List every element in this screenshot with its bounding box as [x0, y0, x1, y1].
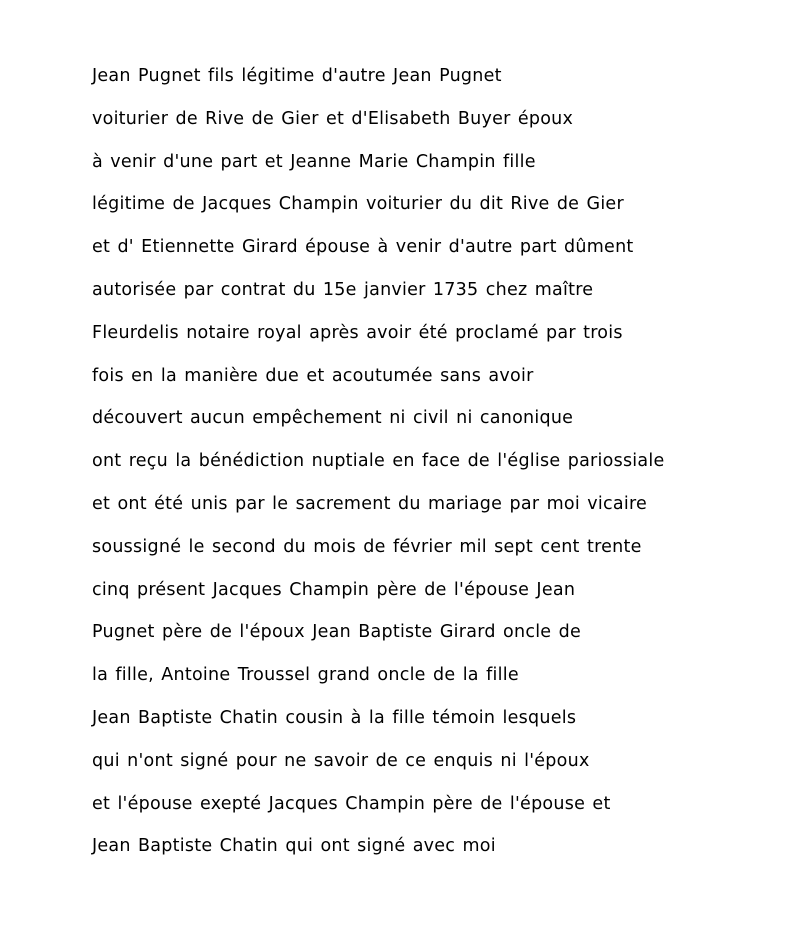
text-line-18: et l'épouse exepté Jacques Champin père de l'épouse et [92, 793, 611, 814]
text-line-19: Jean Baptiste Chatin qui ont signé avec moi [92, 836, 496, 857]
text-line-7: Fleurdelis notaire royal après avoir été proclamé par trois [92, 322, 623, 343]
text-line-3: à venir d'une part et Jeanne Marie Champin fille [92, 151, 536, 172]
transcription-text [92, 62, 772, 875]
text-line-5: et d' Etiennette Girard épouse à venir d'autre part dûment [92, 237, 634, 258]
text-line-17: qui n'ont signé pour ne savoir de ce enquis ni l'époux [92, 750, 590, 771]
text-line-1: Jean Pugnet fils légitime d'autre Jean Pugnet [92, 66, 502, 86]
text-line-9: découvert aucun empêchement ni civil ni canonique [92, 408, 574, 429]
text-line-8: fois en la manière due et acoutumée sans avoir [92, 365, 534, 386]
text-line-2: voiturier de Rive de Gier et d'Elisabeth Buyer époux [92, 108, 574, 129]
text-line-15: la fille, Antoine Troussel grand oncle de la fille [92, 665, 519, 686]
text-line-6: autorisée par contrat du 15e janvier 1735 chez maître [92, 279, 594, 300]
text-line-16: Jean Baptiste Chatin cousin à la fille témoin lesquels [92, 707, 577, 728]
text-line-10: ont reçu la bénédiction nuptiale en face de l'église pariossiale [92, 451, 665, 472]
text-line-13: cinq présent Jacques Champin père de l'épouse Jean [92, 579, 576, 600]
text-line-14: Pugnet père de l'époux Jean Baptiste Girard oncle de [92, 622, 582, 643]
text-line-12: soussigné le second du mois de février mil sept cent trente [92, 536, 642, 557]
text-line-11: et ont été unis par le sacrement du mariage par moi vicaire [92, 493, 648, 514]
text-line-4: légitime de Jacques Champin voiturier du dit Rive de Gier [92, 194, 624, 215]
